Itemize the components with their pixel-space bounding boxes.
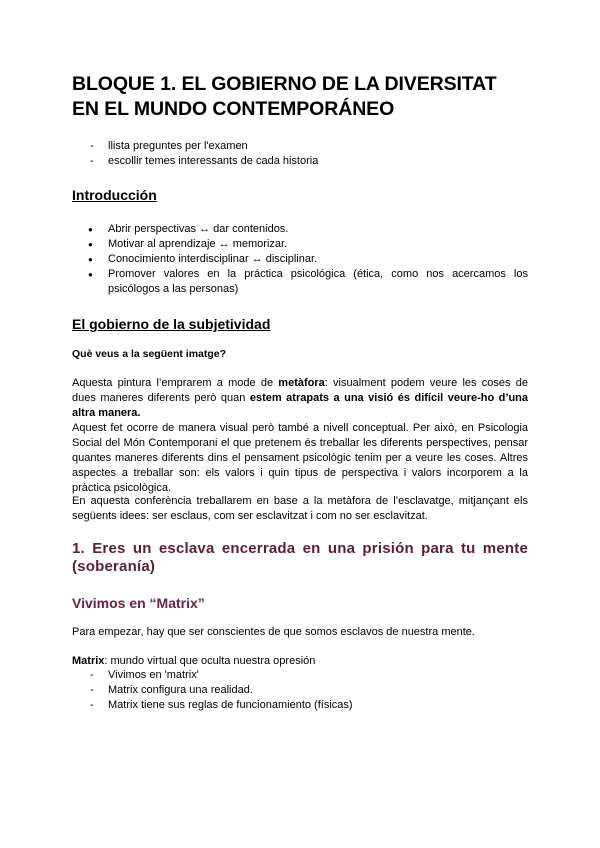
intro-bullet-list — [72, 222, 528, 297]
text-run: Aquesta pintura l’emprarem a mode de — [72, 377, 279, 389]
section-heading-eres-esclava: 1. Eres un esclava encerrada en una prisión para tu mente (soberanía) — [72, 540, 528, 575]
matrix-list-item: - Matrix tiene sus reglas de funcionamiento (físicas) — [72, 698, 353, 713]
title-line-1: BLOQUE 1. EL GOBIERNO DE LA DIVERSITAT — [72, 73, 497, 95]
definition-term: Matrix — [72, 655, 105, 667]
definition-text: : mundo virtual que oculta nuestra opresión — [104, 655, 316, 667]
intro-bullet-item: ● Abrir perspectivas ↔ dar contenidos. — [72, 222, 528, 237]
matrix-list — [72, 668, 353, 713]
notes-list — [72, 139, 318, 169]
text-run: : visualment podem veure les coses de dues maneres diferents però quan — [72, 377, 528, 404]
paragraph-metafora — [72, 376, 528, 421]
matrix-list-item: - Matrix configura una realidad. — [72, 683, 353, 698]
notes-list-item: - llista preguntes per l'examen — [72, 139, 318, 154]
matrix-list-item: - Vivimos en 'matrix' — [72, 668, 353, 683]
paragraph-conferencia: En aquesta conferència treballarem en base a la metàfora de l’esclavatge, mitjançant els següents idees: ser esclaus, com ser esclavitzat i com no ser esclavitzat. — [72, 495, 528, 522]
title-line-2: EN EL MUNDO CONTEMPORÁNEO — [72, 98, 395, 120]
section-heading-introduccion: Introducción — [72, 187, 157, 203]
document-title — [72, 72, 528, 122]
section-heading-subjetividad: El gobierno de la subjetividad — [72, 316, 271, 332]
matrix-definition — [72, 654, 315, 669]
question-label: Què veus a la següent imatge? — [72, 348, 227, 360]
intro-bullet-item: ● Motivar al aprendizaje ↔ memorizar. — [72, 237, 528, 252]
intro-bullet-item: ● Promover valores en la práctica psicológica (ética, como nos acercamos los psicólogos a las personas) — [72, 267, 528, 297]
notes-list-item: - escollir temes interessants de cada historia — [72, 154, 318, 169]
paragraph-esclavos: Para empezar, hay que ser conscientes de que somos esclavos de nuestra mente. — [72, 626, 475, 638]
bold-run: estem atrapats a una visió és difícil veure-ho d’una altra manera. — [72, 392, 529, 419]
intro-bullet-item: ● Conocimiento interdisciplinar ↔ disciplinar. — [72, 252, 528, 267]
paragraph-nivell-conceptual: Aquest fet ocorre de manera visual però també a nivell conceptual. Per això, en Psicologia Social del Món Contemporani el que pretenem és treballar les diferents perspectives, pensar quantes maneres diferents dins el pensament psicològic tenim per a veure les coses. Altres aspectes a treballar son: els valors i quin tipus de perspectiva i valors incorporem a la pràctica psicològica. — [72, 422, 528, 494]
bold-run: metàfora — [278, 377, 325, 389]
subsection-heading-matrix: Vivimos en “Matrix” — [72, 595, 205, 611]
